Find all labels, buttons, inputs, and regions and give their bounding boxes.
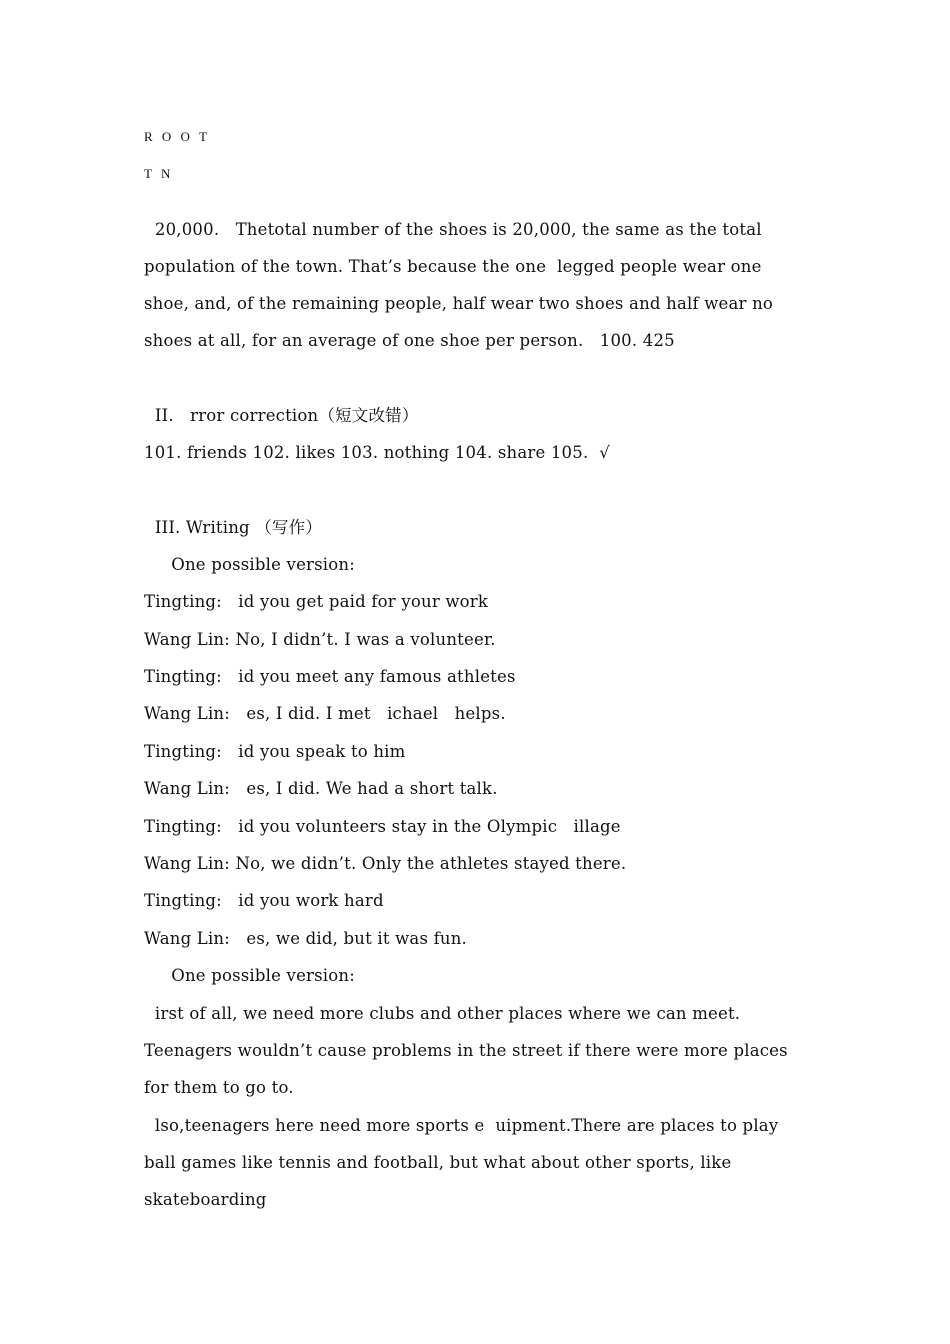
dialogue-line: Wang Lin: No, I didn’t. I was a volunteer. (144, 630, 496, 649)
dialogue-line: Tingting: id you work hard (144, 891, 384, 910)
section-heading: III. Writing （写作） (144, 518, 323, 537)
essay-line: irst of all, we need more clubs and other places where we can meet. (144, 1004, 741, 1023)
dialogue-line: Tingting: id you volunteers stay in the Olympic illage (144, 817, 621, 836)
version-label: One possible version: (144, 966, 355, 985)
dialogue-line: Wang Lin: No, we didn’t. Only the athletes stayed there. (144, 854, 627, 873)
dialogue-line: Tingting: id you meet any famous athletes (144, 667, 516, 686)
reading-line: shoes at all, for an average of one shoe per person. 100. 425 (144, 331, 675, 350)
dialogue-line: Tingting: id you speak to him (144, 742, 406, 761)
version-label: One possible version: (144, 555, 355, 574)
essay-line: Teenagers wouldn’t cause problems in the street if there were more places (144, 1041, 788, 1060)
essay-line: lso,teenagers here need more sports e uipment.There are places to play (144, 1116, 779, 1135)
reading-line: shoe, and, of the remaining people, half wear two shoes and half wear no (144, 294, 774, 313)
dialogue-line: Wang Lin: es, I did. We had a short talk. (144, 779, 498, 798)
essay-line: ball games like tennis and football, but what about other sports, like (144, 1153, 732, 1172)
error-correction-answers: 101. friends 102. likes 103. nothing 104. share 105. √ (144, 443, 610, 462)
reading-line: population of the town. That’s because the one legged people wear one (144, 257, 762, 276)
reading-line: 20,000. Thetotal number of the shoes is 20,000, the same as the total (144, 220, 762, 239)
header-line-2: T N (144, 166, 174, 181)
dialogue-line: Wang Lin: es, I did. I met ichael helps. (144, 704, 506, 723)
essay-line: for them to go to. (144, 1078, 294, 1097)
dialogue-line: Wang Lin: es, we did, but it was fun. (144, 929, 467, 948)
section-heading: II. rror correction（短文改错） (144, 406, 419, 425)
dialogue-line: Tingting: id you get paid for your work (144, 592, 489, 611)
essay-line: skateboarding (144, 1190, 267, 1209)
header-line-1: R O O T (144, 129, 210, 144)
